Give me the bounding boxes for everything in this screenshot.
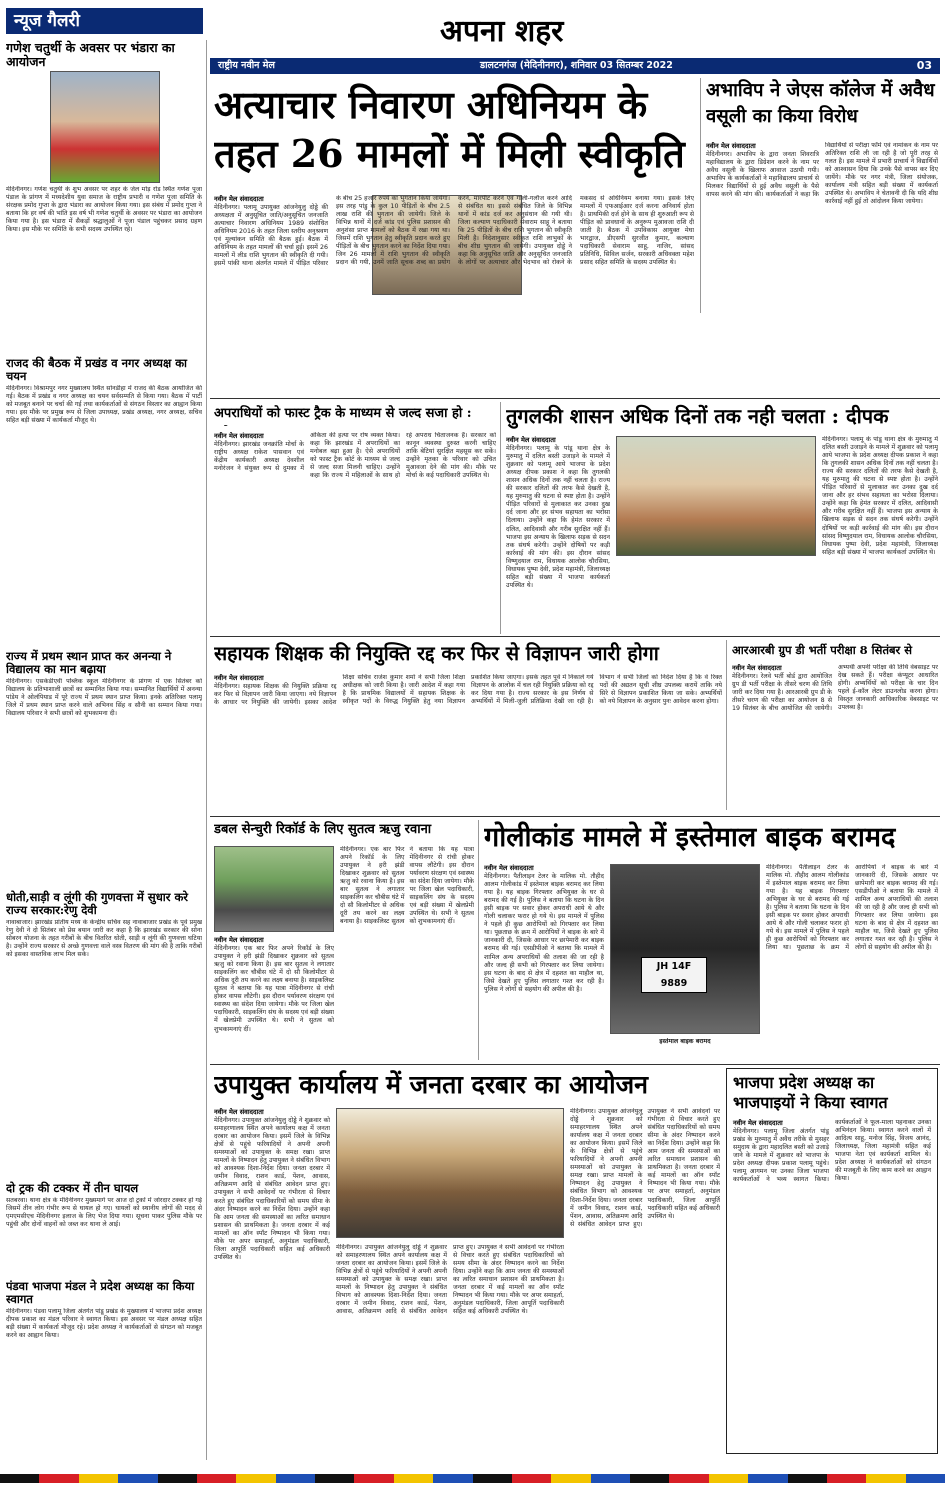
cycle-body-cont: मेदिनीनगर। एक बार फिर अपने रिकॉर्ड के लिए उपायुक्त ने हरी झंडी दिखाकर शुक्रवार को सुतत्व ऋजु को रवाना किया है। इस बार सुतत्व ने लगातार साइकलिंग कर चौबीस घंटे में दो सौ किलोमीटर से अधिक दूरी तय करने का लक्ष्य बनाया है। साइकलिस्ट सुतत्व ने बताया कि यह यात्रा मेदिनीनगर से रांची होकर वापस लौटेगी। इस दौरान पर्यावरण संरक्षण एवं स्वास्थ्य का संदेश दिया जायेगा। मौके पर जिला खेल पदाधिकारी, साइकलिंग संघ के सदस्य एवं बड़ी संख्या में खेलप्रेमी उपस्थित थे। सभी ने सुतत्व को शुभकामनाएं दीं। xyxy=(340,846,474,926)
crime-story xyxy=(214,432,496,632)
tuglaki-body-cont: मेदिनीनगर। पलामू के पांडू थाना क्षेत्र के मुरुमातु में दलित बस्ती उजाड़ने के मामले में शुक्रवार को पलामू आये भाजपा के प्रदेश अध्यक्ष दीपक प्रकाश ने कहा कि तुगलकी शासन अधिक दिनों तक नहीं चलता है। राज्य की सरकार दलितों की तरफ कैसे देखती है, यह मुरुमातु की घटना से स्पष्ट होता है। उन्होंने पीड़ित परिवारों से मुलाकात कर उनका दुख दर्द जाना और हर संभव सहायता का भरोसा दिलाया। उन्होंने कहा कि हेमंत सरकार में दलित, आदिवासी और गरीब सुरक्षित नहीं हैं। भाजपा इस अन्याय के खिलाफ सड़क से सदन तक संघर्ष करेगी। उन्होंने दोषियों पर कड़ी कार्रवाई की मांग की। इस दौरान सांसद विष्णुदयाल राम, विधायक आलोक चौरसिया, विधायक पुष्पा देवी, प्रदेश महामंत्री, जिलाध्यक्ष सहित बड़ी संख्या में भाजपा कार्यकर्ता उपस्थित थे। xyxy=(822,436,938,556)
news-gallery-label: न्यूज गैलरी xyxy=(14,11,80,31)
durbar-col-below xyxy=(336,1244,564,1454)
durbar-body-cont: मेदिनीनगर। उपायुक्त आंजनेयुलु दोड्डे ने शुक्रवार को समाहरणालय स्थित अपने कार्यालय कक्ष में जनता दरबार का आयोजन किया। इसमें जिले के विभिन्न क्षेत्रों से पहुंचे फरियादियों ने अपनी अपनी समस्याओं को उपायुक्त के समक्ष रखा। प्राप्त मामलों के निष्पादन हेतु उपायुक्त ने संबंधित विभाग को आवश्यक दिशा-निर्देश दिया। जनता दरबार में जमीन विवाद, राशन कार्ड, पेंशन, आवास, अतिक्रमण आदि से संबंधित आवेदन प्राप्त हुए। उपायुक्त ने सभी आवेदनों पर गंभीरता से विचार करते हुए संबंधित पदाधिकारियों को समय सीमा के अंदर निष्पादन करने का निर्देश दिया। उन्होंने कहा कि आम जनता की समस्याओं का त्वरित समाधान प्रशासन की प्राथमिकता है। जनता दरबार में कई मामलों का ऑन स्पॉट निष्पादन भी किया गया। मौके पर अपर समाहर्ता, अनुमंडल पदाधिकारी, जिला आपूर्ति पदाधिकारी सहित कई अधिकारी उपस्थित थे। xyxy=(570,1108,720,1228)
tuglaki-story xyxy=(506,436,938,632)
golikand-headline: गोलीकांड मामले में इस्तेमाल बाइक बरामद xyxy=(484,822,896,853)
golikand-col-right xyxy=(766,864,938,1060)
crime-body: मेदिनीनगर। झारखंड जनक्रांति मोर्चा के राष्ट्रीय अध्यक्ष राकेश पासवान एवं केंद्रीय कार्यकारी अध्यक्ष देवशील मनोरंजन ने संयुक्त रूप से दुमका में अंकिता की हत्या पर रोष व्यक्त किया। कहा कि झारखंड में अपराधियों का मनोबल बढ़ा हुआ है। ऐसे अपराधियों को फास्ट ट्रैक कोर्ट के माध्यम से जल्द से जल्द सजा मिलनी चाहिए। उन्होंने कहा कि राज्य में महिलाओं के साथ हो रहे अपराध चिंताजनक हैं। सरकार को कानून व्यवस्था दुरुस्त करनी चाहिए ताकि बेटियां सुरक्षित महसूस कर सकें। उन्होंने मृतका के परिवार को उचित मुआवजा देने की मांग की। मौके पर मोर्चा के कई पदाधिकारी उपस्थित थे। xyxy=(214,432,496,480)
durbar-byline: नवीन मेल संवाददाता xyxy=(214,1108,264,1116)
abvp-byline: नवीन मेल संवाददाता xyxy=(706,142,756,150)
divider xyxy=(478,820,479,1060)
divider xyxy=(210,1064,940,1065)
divider xyxy=(210,636,940,637)
bjp-headline: भाजपा प्रदेश अध्यक्ष का भाजपाइयों ने किया स्वागत xyxy=(733,1073,888,1112)
golikand-col-left xyxy=(484,864,604,1060)
motorbike-photo xyxy=(610,864,760,1034)
divider xyxy=(500,402,501,634)
bjp-byline: नवीन मेल संवाददाता xyxy=(733,1119,783,1127)
section-title: अपना शहर xyxy=(440,14,564,49)
lead-body: मेदिनीनगर। पलामू उपायुक्त आंजनेयुलु दोड्डे की अध्यक्षता में अनुसूचित जाति/अनुसूचित जनजाति अत्याचार निवारण अधिनियम 1989 संशोधित अधिनियम 2016 के तहत जिला स्तरीय अनुश्रवण एवं मूल्यांकन समिति की बैठक हुई। बैठक में अधिनियम के तहत मामलों की चर्चा हुई। इसमें 26 मामलों में लीड राशि भुगतान की स्वीकृति दी गयी। इसमें पांकी थाना अंतर्गत मामले में पीड़ित परिवार के बीच 25 हजार रुपये का भुगतान किया जायेगा। इस तरह पांडु के कुल 10 पीड़ितों के बीच 2.5 लाख राशि की भुगतान की जायेगी। जिले के विभिन्न थानों में दर्ज कांड एवं पुलिस प्रशासन की अनुशंसा प्राप्त मामलों को बैठक में रखा गया था। जिसमें राशि भुगतान हेतु स्वीकृति प्रदान करते हुए पीड़ितों के बीच भुगतान करने का निर्देश दिया गया। जिन 26 मामलों में राशि भुगतान की स्वीकृति प्रदान की गयी, उनमें जाति सूचक शब्द का प्रयोग करने, मारपीट करने एवं गाली-गलौज करने आदि से संबंधित था। इससे संबंधित जिले के विभिन्न थानों में कांड दर्ज कर अनुसंधान की गयी थी। जिला कल्याण पदाधिकारी सेवाराम साहू ने बताया कि 25 पीड़ितों के बीच राशि भुगतान की स्वीकृति मिली है। निदेशानुसार स्वीकृत राशि लाभुकों के बीच शीघ्र भुगतान की जायेगी। उपायुक्त दोड्डे ने कहा कि अनुसूचित जाति और अनुसूचित जनजाति के लोगों पर अत्याचार और भेदभाव को रोकने के मकसद से अधिनियम बनाया गया। इसके लिए मामलों में एफआईआर दर्ज करना अनिवार्य होता है। प्राथमिकी दर्ज होने के साथ ही शुरुआती रूप से पीड़ित को प्रावधानों के अनुरूप मुआवजा राशि दी जाती है। बैठक में उपविकास आयुक्त मेघा भारद्वाज, डीएसपी सुरजीत कुमार, कल्याण पदाधिकारी सेवाराम साहू, नाजिर, सांसद प्रतिनिधि, सिविल सर्जन, सरकारी अधिवक्ता महेश प्रसाद सहित समिति के सदस्य उपस्थित थे। xyxy=(214,195,694,268)
bjp-story xyxy=(727,1117,937,1447)
sidebar-story-3-title: राज्य में प्रथम स्थान प्राप्त कर अनन्या ने विद्यालय का मान बढ़ाया xyxy=(6,649,172,676)
bjp-body: मेदिनीनगर। पलामू जिला अंतर्गत पांडू प्रखंड के मुरुमातु में अवैध तरीके से मुसहर समुदाय के द्वारा महादलित बस्ती को उजाड़े जाने के मामले में शुक्रवार को भाजपा के प्रदेश अध्यक्ष दीपक प्रकाश पलामू पहुंचे। पलामू आगमन पर उनका जिला भाजपा कार्यकर्ताओं ने भव्य स्वागत किया। कार्यकर्ताओं ने फूल-माला पहनाकर उनका अभिनंदन किया। स्वागत करने वालों में आदित्य साहू, मनोज सिंह, विजय आनंद, जिलाध्यक्ष, जिला महामंत्री सहित कई भाजपा नेता एवं कार्यकर्ता शामिल थे। प्रदेश अध्यक्ष ने कार्यकर्ताओं को संगठन की मजबूती के लिए काम करने का आह्वान किया। xyxy=(733,1119,931,1184)
golikand-byline: नवीन मेल संवाददाता xyxy=(484,864,534,872)
golikand-body-cont: मेदिनीनगर। पैतीलाइन टेलर के मालिक मो. तौहीद आलम गोलीकांड में इस्तेमाल बाइक बरामद कर लिया गया है। यह बाइक गिरफ्तार अभियुक्त के घर से बरामद की गई है। पुलिस ने बताया कि घटना के दिन इसी बाइक पर सवार होकर अपराधी आये थे और गोली चलाकर फरार हो गये थे। इस मामले में पुलिस ने पहले ही कुछ आरोपियों को गिरफ्तार कर लिया था। पूछताछ के क्रम में आरोपियों ने बाइक के बारे में जानकारी दी, जिसके आधार पर छापेमारी कर बाइक बरामद की गई। एसडीपीओ ने बताया कि मामले में शामिल अन्य अपराधियों की तलाश की जा रही है और जल्द ही सभी को गिरफ्तार कर लिया जायेगा। इस घटना के बाद से क्षेत्र में दहशत का माहौल था, जिसे देखते हुए पुलिस लगातार गश्त कर रही है। पुलिस ने लोगों से सहयोग की अपील की है। xyxy=(766,864,938,952)
tuglaki-headline: तुगलकी शासन अधिक दिनों तक नही चलता : दीपक xyxy=(506,404,889,428)
crime-byline: नवीन मेल संवाददाता xyxy=(214,432,264,440)
divider xyxy=(700,78,701,313)
cycle-story xyxy=(214,846,474,1058)
sidebar-story-6-title: पंडवा भाजपा मंडल ने प्रदेश अध्यक्ष का किया स्वागत xyxy=(6,1279,195,1306)
rrb-body: मेदिनीनगर। रेलवे भर्ती बोर्ड द्वारा आयोजित ग्रुप डी भर्ती परीक्षा के तीसरे चरण की तिथि जारी कर दिया गया है। आरआरबी ग्रुप डी के तीसरे चरण की परीक्षा का आयोजन 8 से 19 सितंबर के बीच आयोजित की जायेगी। अभ्यर्थी अपनी परीक्षा की तिथि वेबसाइट पर देख सकते हैं। परीक्षा कंप्यूटर आधारित होगी। अभ्यर्थियों को परीक्षा के चार दिन पहले ई-कॉल लेटर डाउनलोड करना होगा। विस्तृत जानकारी आधिकारिक वेबसाइट पर उपलब्ध है। xyxy=(732,664,938,713)
durbar-col-right xyxy=(570,1108,720,1454)
sidebar-story-5-title: दो ट्रक की टक्कर में तीन घायल xyxy=(6,1181,139,1195)
rrb-byline: नवीन मेल संवाददाता xyxy=(732,664,782,672)
cycling-photo xyxy=(214,846,334,932)
sidebar-story-2-body: मेदिनीनगर। विश्रामपुर नगर मुख्यालय स्थित सोनडीहा में राजद की बैठक आयोजित की गई। बैठक में प्रखंड व नगर अध्यक्ष का चयन सर्वसम्मति से किया गया। बैठक में पार्टी को मजबूत बनाने पर चर्चा की गई तथा कार्यकर्ताओं से संगठन विस्तार का आह्वान किया गया। इस मौके पर प्रमुख रूप से जिला उपाध्यक्ष, प्रखंड अध्यक्ष, नगर अध्यक्ष, सचिव सहित बड़ी संख्या में कार्यकर्ता मौजूद थे। xyxy=(6,385,202,425)
color-stripe xyxy=(0,1474,945,1483)
cycle-col-right xyxy=(340,846,474,1058)
cycle-headline: डबल सेन्चुरी रिकॉर्ड के लिए सुतत्व ऋजु रवाना xyxy=(214,822,432,837)
golikand-body: मेदिनीनगर। पैतीलाइन टेलर के मालिक मो. तौहीद आलम गोलीकांड में इस्तेमाल बाइक बरामद कर लिया गया है। यह बाइक गिरफ्तार अभियुक्त के घर से बरामद की गई है। पुलिस ने बताया कि घटना के दिन इसी बाइक पर सवार होकर अपराधी आये थे और गोली चलाकर फरार हो गये थे। इस मामले में पुलिस ने पहले ही कुछ आरोपियों को गिरफ्तार कर लिया था। पूछताछ के क्रम में आरोपियों ने बाइक के बारे में जानकारी दी, जिसके आधार पर छापेमारी कर बाइक बरामद की गई। एसडीपीओ ने बताया कि मामले में शामिल अन्य अपराधियों की तलाश की जा रही है और जल्द ही सभी को गिरफ्तार कर लिया जायेगा। इस घटना के बाद से क्षेत्र में दहशत का माहौल था, जिसे देखते हुए पुलिस लगातार गश्त कर रही है। पुलिस ने लोगों से सहयोग की अपील की है। xyxy=(484,873,604,993)
bjp-visit-photo xyxy=(616,436,816,556)
golikand-story xyxy=(484,864,938,1060)
abvp-body: मेदिनीनगर। अभाविप के द्वारा जनता शिवरात्रि महाविद्यालय के द्वारा डिग्रेशन करने के नाम पर अवैध वसूली के खिलाफ आवाज उठायी गयी। अभाविप के कार्यकर्ताओं ने महाविद्यालय प्राचार्य से मिलकर विद्यार्थियों से हुई अवैध वसूली के पैसे वापस करने की मांग की। कार्यकर्ताओं ने कहा कि विद्यार्थियों से परीक्षा फॉर्म एवं नामांकन के नाम पर अतिरिक्त राशि ली जा रही है जो पूरी तरह से गलत है। इस मामले में प्रभारी प्राचार्य ने विद्यार्थियों को आश्वासन दिया कि उनके पैसे वापस कर दिए जायेंगे। मौके पर नगर मंत्री, जिला संयोजक, कार्यालय मंत्री सहित बड़ी संख्या में कार्यकर्ता उपस्थित थे। अभाविप ने चेतावनी दी कि यदि शीघ्र कार्रवाई नहीं हुई तो आंदोलन किया जायेगा। xyxy=(706,142,938,206)
sidebar-story-2-title: राजद की बैठक में प्रखंड व नगर अध्यक्ष का चयन xyxy=(6,356,188,383)
cycle-body: मेदिनीनगर। एक बार फिर अपने रिकॉर्ड के लिए उपायुक्त ने हरी झंडी दिखाकर शुक्रवार को सुतत्व ऋजु को रवाना किया है। इस बार सुतत्व ने लगातार साइकलिंग कर चौबीस घंटे में दो सौ किलोमीटर से अधिक दूरी तय करने का लक्ष्य बनाया है। साइकलिस्ट सुतत्व ने बताया कि यह यात्रा मेदिनीनगर से रांची होकर वापस लौटेगी। इस दौरान पर्यावरण संरक्षण एवं स्वास्थ्य का संदेश दिया जायेगा। मौके पर जिला खेल पदाधिकारी, साइकलिंग संघ के सदस्य एवं बड़ी संख्या में खेलप्रेमी उपस्थित थे। सभी ने सुतत्व को शुभकामनाएं दीं। xyxy=(214,945,334,1033)
rrb-headline: आरआरबी ग्रुप डी भर्ती परीक्षा 8 सितंबर से xyxy=(732,643,913,657)
janata-darbar-photo xyxy=(336,1108,564,1238)
portrait-photo xyxy=(50,71,160,183)
teacher-headline: सहायक शिक्षक की नियुक्ति रद्द कर फिर से विज्ञापन जारी होगा xyxy=(214,642,659,665)
durbar-headline: उपायुक्त कार्यालय में जनता दरबार का आयोजन xyxy=(214,1070,649,1099)
durbar-story xyxy=(214,1108,720,1454)
cycle-byline: नवीन मेल संवाददाता xyxy=(214,936,264,944)
dateline: डालटनगंज (मेदिनीनगर), शनिवार 03 सितम्बर 2022 xyxy=(480,60,673,71)
sidebar-story-5-body: सतबरवा। थाना क्षेत्र के मेदिनीनगर मुख्यमार्ग पर आज दो ट्रकों में जोरदार टक्कर हो गई जिसमें तीन लोग गंभीर रूप से घायल हो गए। घायलों को स्थानीय लोगों की मदद से एमएमसीएच मेदिनीनगर इलाज के लिए भेज दिया गया। सूचना पाकर पुलिस मौके पर पहुंची और दोनों वाहनों को जब्त कर थाना ले आई। xyxy=(6,1197,202,1229)
sidebar-story-3-body: मेदिनीनगर। एसकेडीएवी पब्लिक स्कूल मेदिनीनगर के प्रांगण में एक सितंबर को विद्यालय के प्रतिभाशाली छात्रों का सम्मानित किया गया। सम्मानित विद्यार्थियों में अनन्या पांडेय ने ओलंपियाड में पूरे राज्य में प्रथम स्थान प्राप्त किया। इनके अतिरिक्त पलामू जिले में प्रथम स्थान प्राप्त करने वाले अभिनव सिंह व सौनी का सम्मान किया गया। विद्यालय परिवार ने सभी छात्रों को शुभकामना दी। xyxy=(6,678,202,718)
cycle-col-left xyxy=(214,936,334,1058)
sidebar-story-6-body: मेदिनीनगर। पंडवा पलामू जिला अंतर्गत पांडू प्रखंड के मुख्यालय में भाजपा प्रदेश अध्यक्ष दीपक प्रकाश का मंडल परिवार ने स्वागत किया। इस अवसर पर मंडल अध्यक्ष सहित बड़ी संख्या में कार्यकर्ता मौजूद रहे। प्रदेश अध्यक्ष ने कार्यकर्ताओं से संगठन को मजबूत करने का आह्वान किया। xyxy=(6,1308,202,1340)
sidebar-divider xyxy=(206,40,207,1460)
sidebar xyxy=(6,38,202,1458)
abvp-story xyxy=(706,142,938,392)
teacher-byline: नवीन मेल संवाददाता xyxy=(214,674,264,682)
divider xyxy=(726,640,727,810)
page-number: 03 xyxy=(916,59,932,72)
divider xyxy=(210,398,940,399)
rrb-story xyxy=(732,664,938,812)
crime-headline: अपराधियों को फास्ट ट्रैक के माध्यम से जल्द सजा हो : xyxy=(214,406,472,421)
durbar-body-more: मेदिनीनगर। उपायुक्त आंजनेयुलु दोड्डे ने शुक्रवार को समाहरणालय स्थित अपने कार्यालय कक्ष में जनता दरबार का आयोजन किया। इसमें जिले के विभिन्न क्षेत्रों से पहुंचे फरियादियों ने अपनी अपनी समस्याओं को उपायुक्त के समक्ष रखा। प्राप्त मामलों के निष्पादन हेतु उपायुक्त ने संबंधित विभाग को आवश्यक दिशा-निर्देश दिया। जनता दरबार में जमीन विवाद, राशन कार्ड, पेंशन, आवास, अतिक्रमण आदि से संबंधित आवेदन प्राप्त हुए। उपायुक्त ने सभी आवेदनों पर गंभीरता से विचार करते हुए संबंधित पदाधिकारियों को समय सीमा के अंदर निष्पादन करने का निर्देश दिया। उन्होंने कहा कि आम जनता की समस्याओं का त्वरित समाधान प्रशासन की प्राथमिकता है। जनता दरबार में कई मामलों का ऑन स्पॉट निष्पादन भी किया गया। मौके पर अपर समाहर्ता, अनुमंडल पदाधिकारी, जिला आपूर्ति पदाधिकारी सहित कई अधिकारी उपस्थित थे। xyxy=(336,1244,564,1316)
abvp-headline: अभाविप ने जेएस कॉलेज में अवैध वसूली का किया विरोध xyxy=(706,80,935,127)
paper-name: राष्ट्रीय नवीन मेल xyxy=(218,60,275,71)
sidebar-story-4-title: धोती,साड़ी व लूंगी की गुणवत्ता में सुधार करे राज्य सरकार:रेणु देवी xyxy=(6,890,188,917)
lead-headline: अत्याचार निवारण अधिनियम के तहत 26 मामलों में मिली स्वीकृति xyxy=(214,82,685,176)
tuglaki-body: मेदिनीनगर। पलामू के पांडू थाना क्षेत्र के मुरुमातु में दलित बस्ती उजाड़ने के मामले में शुक्रवार को पलामू आये भाजपा के प्रदेश अध्यक्ष दीपक प्रकाश ने कहा कि तुगलकी शासन अधिक दिनों तक नहीं चलता है। राज्य की सरकार दलितों की तरफ कैसे देखती है, यह मुरुमातु की घटना से स्पष्ट होता है। उन्होंने पीड़ित परिवारों से मुलाकात कर उनका दुख दर्द जाना और हर संभव सहायता का भरोसा दिलाया। उन्होंने कहा कि हेमंत सरकार में दलित, आदिवासी और गरीब सुरक्षित नहीं हैं। भाजपा इस अन्याय के खिलाफ सड़क से सदन तक संघर्ष करेगी। उन्होंने दोषियों पर कड़ी कार्रवाई की मांग की। इस दौरान सांसद विष्णुदयाल राम, विधायक आलोक चौरसिया, विधायक पुष्पा देवी, प्रदेश महामंत्री, जिलाध्यक्ष सहित बड़ी संख्या में भाजपा कार्यकर्ता उपस्थित थे। xyxy=(506,445,610,589)
teacher-body: मेदिनीनगर। सहायक शिक्षक की नियुक्ति प्रक्रिया रद्द कर फिर से विज्ञापन जारी किया जाएगा। नये विज्ञापन के आधार पर नियुक्ति की जायेगी। इसका आदेश शिक्षा सचिव राजेश कुमार शर्मा ने सभी जिला शिक्षा अधीक्षक को जारी किया है। जारी आदेश में कहा गया है कि प्राथमिक विद्यालयों में सहायक शिक्षक के स्वीकृत पदों के विरुद्ध नियुक्ति हेतु नया विज्ञापन प्रकाशित किया जाएगा। इसके तहत पूर्व में निकाले गये विज्ञापन के आलोक में चल रही नियुक्ति प्रक्रिया को रद्द कर दिया गया है। राज्य सरकार के इस निर्णय से अभ्यर्थियों में मिली-जुली प्रतिक्रिया देखी जा रही है। विभाग ने सभी जिलों को निर्देश दिया है कि वे रिक्त पदों की अद्यतन सूची शीघ्र उपलब्ध करायें ताकि नये सिरे से विज्ञापन प्रकाशित किया जा सके। अभ्यर्थियों को नये विज्ञापन के अनुसार पुनः आवेदन करना होगा। xyxy=(214,674,722,707)
golikand-caption: इस्तेमाल बाइक बरामद xyxy=(659,1038,711,1045)
tuglaki-byline: नवीन मेल संवाददाता xyxy=(506,436,556,444)
sidebar-story-1-body: मेदिनीनगर। गणेश चतुर्थी के शुभ अवसर पर शहर के जेल मोड़ रोड स्थित गणेश पूजा पंडाल के प्रांगण में मध्यदेशीय युवा समाज के राष्ट्रीय प्रभारी व गणेश पूजा समिति के संरक्षक प्रमोद गुप्ता के द्वारा भंडारा का आयोजन किया गया। इस संबंध में प्रमोद गुप्ता ने बताया कि हर वर्ष की भांति इस वर्ष भी गणेश चतुर्थी के अवसर पर भंडारा का आयोजन किया गया है। इस भंडारा में सैकड़ों श्रद्धालुओं ने पूजा पंडाल पहुंचकर प्रसाद ग्रहण किया। इस मौके पर समिति के सभी सदस्य उपस्थित रहे। xyxy=(6,186,202,234)
number-plate: JH 14F 9889 xyxy=(641,957,707,993)
durbar-col1 xyxy=(214,1108,330,1454)
news-gallery-banner xyxy=(6,8,203,34)
tuglaki-col-right xyxy=(822,436,938,632)
sidebar-story-4-body: नावाबाजार। झारखंड प्रांतीय मध्य के केन्द्रीय सचिव सह नावाबाजार प्रखंड के पूर्व प्रमुख रेणु देवी ने दो सितंबर को प्रेस बयान जारी कर कहा है कि झारखंड सरकार की सोना सोबरन योजना के तहत गरीबों के बीच वितरित धोती, साड़ी व लूंगी की गुणवत्ता घटिया है। उन्होंने राज्य सरकार से अच्छे गुणवत्ता वाले वस्त्र वितरण की मांग की है ताकि गरीबों को इसका वास्तविक लाभ मिल सके। xyxy=(6,919,202,959)
divider xyxy=(210,816,940,817)
teacher-story xyxy=(214,674,722,812)
header-bar xyxy=(210,58,940,74)
lead-byline: नवीन मेल संवाददाता xyxy=(214,195,264,203)
tuglaki-col1 xyxy=(506,436,610,632)
sidebar-story-1-title: गणेश चतुर्थी के अवसर पर भंडारा का आयोजन xyxy=(6,40,175,69)
bjp-box xyxy=(726,1068,938,1454)
durbar-body: मेदिनीनगर। उपायुक्त आंजनेयुलु दोड्डे ने शुक्रवार को समाहरणालय स्थित अपने कार्यालय कक्ष में जनता दरबार का आयोजन किया। इसमें जिले के विभिन्न क्षेत्रों से पहुंचे फरियादियों ने अपनी अपनी समस्याओं को उपायुक्त के समक्ष रखा। प्राप्त मामलों के निष्पादन हेतु उपायुक्त ने संबंधित विभाग को आवश्यक दिशा-निर्देश दिया। जनता दरबार में जमीन विवाद, राशन कार्ड, पेंशन, आवास, अतिक्रमण आदि से संबंधित आवेदन प्राप्त हुए। उपायुक्त ने सभी आवेदनों पर गंभीरता से विचार करते हुए संबंधित पदाधिकारियों को समय सीमा के अंदर निष्पादन करने का निर्देश दिया। उन्होंने कहा कि आम जनता की समस्याओं का त्वरित समाधान प्रशासन की प्राथमिकता है। जनता दरबार में कई मामलों का ऑन स्पॉट निष्पादन भी किया गया। मौके पर अपर समाहर्ता, अनुमंडल पदाधिकारी, जिला आपूर्ति पदाधिकारी सहित कई अधिकारी उपस्थित थे। xyxy=(214,1117,330,1261)
lead-story xyxy=(214,195,694,395)
